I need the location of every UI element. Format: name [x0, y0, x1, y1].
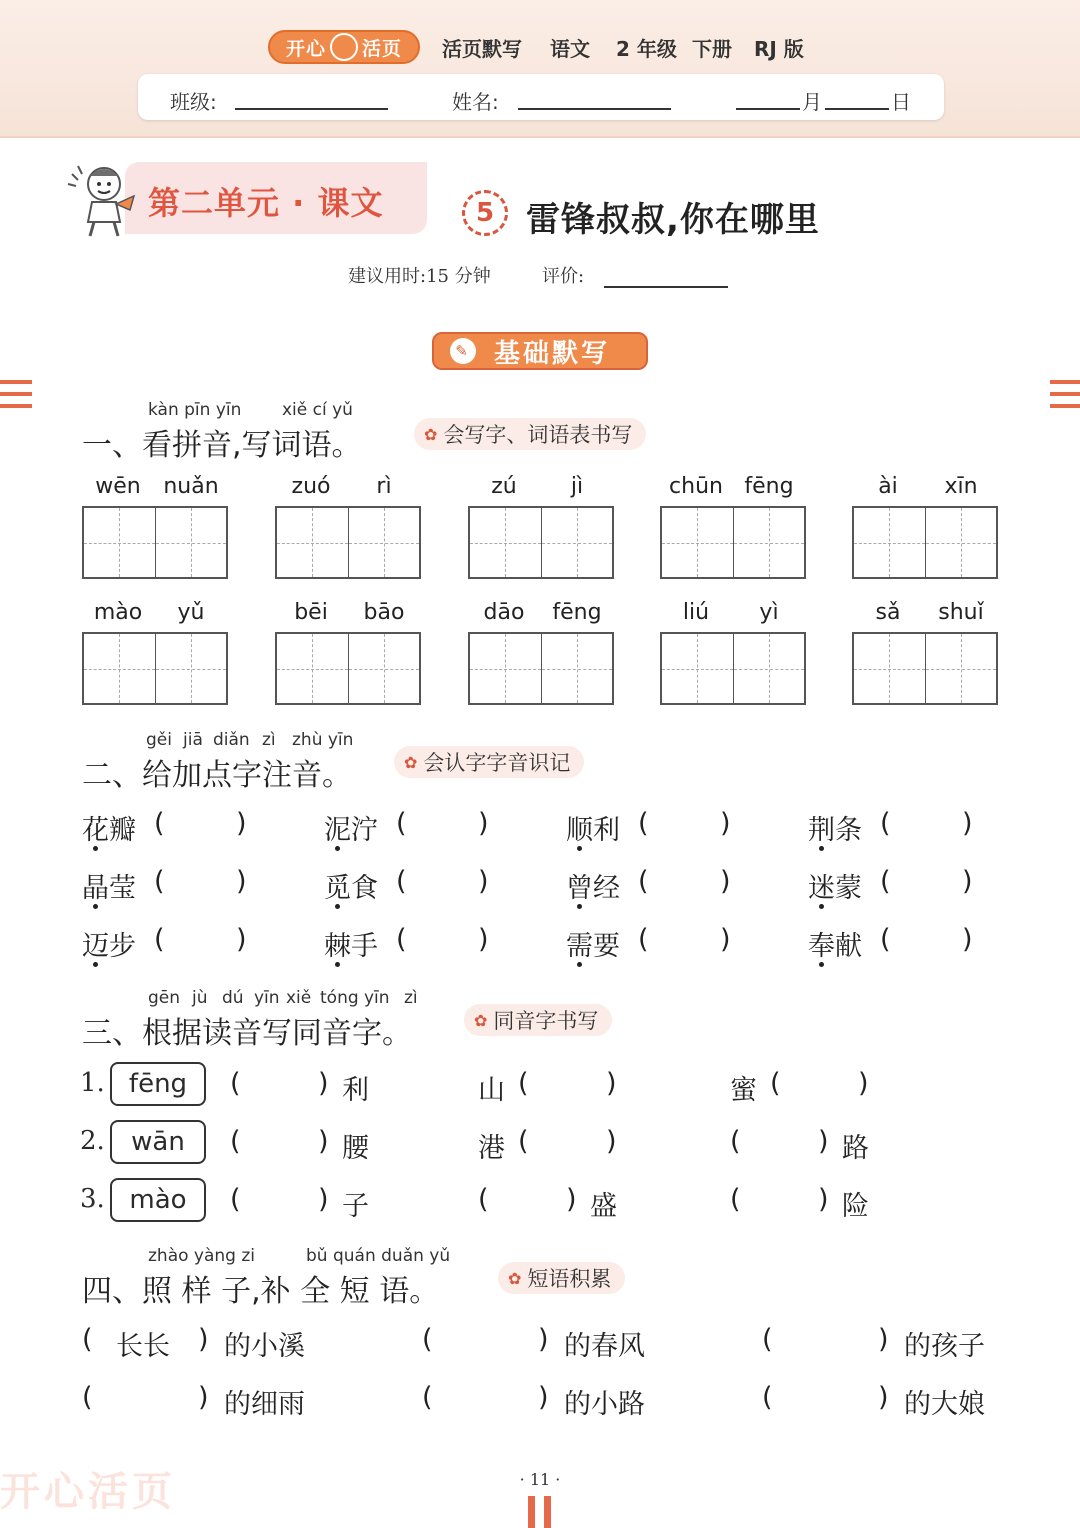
grid-cell[interactable] [734, 508, 805, 577]
answer-blank[interactable] [538, 1068, 598, 1102]
q2-word: 棘手 [324, 931, 378, 962]
q1-pinyin: yǔ [177, 600, 205, 625]
paren-open: ( [518, 1068, 529, 1099]
month-field[interactable] [736, 86, 800, 110]
paren-open: ( [422, 1382, 433, 1413]
q3-pinyin-6: tóng [320, 988, 359, 1008]
paren-open: ( [770, 1068, 781, 1099]
paren-close: ) [878, 1324, 889, 1355]
q4-phrase: 的孩子 [904, 1331, 985, 1362]
q2-item [566, 924, 766, 964]
grid-cell[interactable] [156, 508, 227, 577]
day-field[interactable] [825, 86, 889, 110]
q3-char: 子 [342, 1191, 369, 1222]
flower-icon: ✿ [508, 1268, 522, 1288]
emphasis-dot [577, 846, 582, 851]
emphasis-dot [577, 904, 582, 909]
q4-phrase: 的小溪 [224, 1331, 305, 1362]
pen-icon: ✎ [450, 338, 476, 364]
emphasis-dot [93, 846, 98, 851]
q2-item [324, 866, 524, 906]
answer-blank[interactable] [538, 1126, 598, 1160]
paren-close: ) [818, 1126, 829, 1157]
side-mark-left [0, 380, 32, 414]
q1-pinyin: sǎ [875, 600, 901, 625]
q1-pinyin-1: kàn pīn yīn [148, 400, 242, 420]
q4-title: 四、照 样 子,补 全 短 语。 [82, 1274, 440, 1309]
answer-blank[interactable] [498, 1184, 558, 1218]
subject-label: 语文 [550, 37, 590, 61]
q2-item [82, 924, 282, 964]
class-label: 班级: [170, 90, 217, 114]
q2-word: 需要 [566, 931, 620, 962]
answer-blank[interactable] [898, 868, 958, 902]
paren-close: ) [198, 1382, 209, 1413]
paren-open: ( [396, 866, 407, 897]
name-field[interactable] [518, 86, 671, 110]
q2-item [324, 924, 524, 964]
emphasis-dot [335, 962, 340, 967]
q2-pinyin-1: gěi [146, 730, 172, 750]
grid-cell[interactable] [84, 508, 156, 577]
q1-pinyin: dāo [483, 600, 525, 625]
paren-open: ( [396, 924, 407, 955]
q1-pinyin: wēn [95, 474, 141, 499]
q2-item [808, 924, 1008, 964]
paren-open: ( [762, 1382, 773, 1413]
q2-pinyin-3: diǎn [213, 730, 250, 750]
paren-close: ) [198, 1324, 209, 1355]
paren-open: ( [730, 1184, 741, 1215]
answer-blank[interactable] [172, 926, 232, 960]
flower-icon: ✿ [424, 424, 438, 444]
paren-close: ) [962, 808, 973, 839]
volume-label: 下册 [692, 37, 732, 61]
grid-cell[interactable] [542, 508, 613, 577]
paren-close: ) [720, 924, 731, 955]
flower-icon: ✿ [404, 752, 418, 772]
emphasis-dot [819, 846, 824, 851]
paren-close: ) [236, 808, 247, 839]
q1-title: 一、看拼音,写词语。 [82, 428, 362, 463]
answer-blank[interactable] [796, 1382, 874, 1418]
grid-cell[interactable] [277, 634, 349, 703]
paren-open: ( [730, 1126, 741, 1157]
q4-pinyin-1: zhào yàng zi [148, 1246, 256, 1266]
q1-pinyin: zú [491, 474, 517, 499]
example-answer: 长长 [116, 1331, 170, 1362]
emphasis-dot [819, 904, 824, 909]
answer-blank[interactable] [172, 868, 232, 902]
q1-pinyin: shuǐ [938, 600, 984, 625]
paren-open: ( [880, 866, 891, 897]
q1-writing-grid[interactable] [468, 506, 614, 579]
paren-close: ) [318, 1068, 329, 1099]
paren-open: ( [154, 866, 165, 897]
day-label: 日 [891, 90, 911, 114]
section-tag: ✎ 基础默写 [432, 332, 648, 370]
q1-pinyin: rì [376, 474, 392, 499]
q2-item [566, 808, 766, 848]
brand-logo: 开心 活页 [268, 30, 420, 64]
q2-word: 曾经 [566, 873, 620, 904]
q1-writing-grid[interactable] [82, 506, 228, 579]
paren-close: ) [478, 924, 489, 955]
lesson-title: 雷锋叔叔,你在哪里 [526, 200, 820, 240]
paren-open: ( [518, 1126, 529, 1157]
paren-close: ) [606, 1068, 617, 1099]
answer-blank[interactable] [116, 1382, 194, 1418]
q3-char: 蜜 [730, 1075, 757, 1106]
paren-close: ) [878, 1382, 889, 1413]
paren-close: ) [318, 1126, 329, 1157]
q3-pinyin-5: xiě [286, 988, 312, 1008]
q1-writing-grid[interactable] [275, 506, 421, 579]
grid-cell[interactable] [854, 634, 926, 703]
answer-blank[interactable] [414, 868, 474, 902]
answer-blank[interactable] [250, 1068, 310, 1102]
q2-word: 顺利 [566, 815, 620, 846]
q1-pinyin: ài [878, 474, 898, 499]
grid-cell[interactable] [854, 508, 926, 577]
answer-blank[interactable] [250, 1126, 310, 1160]
paren-close: ) [236, 924, 247, 955]
grid-cell[interactable] [926, 508, 997, 577]
q3-char: 盛 [590, 1191, 617, 1222]
q4-item [82, 1324, 322, 1364]
q4-item [422, 1382, 662, 1422]
q4-phrase: 的春风 [564, 1331, 645, 1362]
class-field[interactable] [235, 86, 388, 110]
paren-open: ( [82, 1382, 93, 1413]
answer-blank[interactable] [172, 810, 232, 844]
answer-blank[interactable] [250, 1184, 310, 1218]
q4-phrase: 的细雨 [224, 1389, 305, 1420]
answer-blank[interactable] [456, 1324, 534, 1360]
bottom-bars [524, 1496, 556, 1528]
q2-item [808, 866, 1008, 906]
q1-pinyin: yì [759, 600, 779, 625]
answer-blank[interactable] [414, 926, 474, 960]
q3-slot [230, 1126, 410, 1164]
q2-tip: ✿ 会认字字音识记 [394, 746, 584, 778]
q2-word: 觅食 [324, 873, 378, 904]
q1-pinyin: fēng [744, 474, 794, 499]
answer-blank[interactable] [796, 1324, 874, 1360]
grid-cell[interactable] [542, 634, 613, 703]
unit-title: 第二单元 · 课文 [148, 184, 384, 222]
series-label: 活页默写 [442, 37, 522, 61]
grid-cell[interactable] [470, 508, 542, 577]
grid-cell[interactable] [662, 634, 734, 703]
name-label: 姓名: [452, 90, 499, 114]
q4-item [762, 1382, 1002, 1422]
q1-pinyin-2: xiě cí yǔ [282, 400, 353, 420]
q3-tip: ✿ 同音字书写 [464, 1004, 612, 1036]
answer-blank[interactable] [750, 1126, 810, 1160]
q3-slot [478, 1184, 658, 1222]
q2-title: 二、给加点字注音。 [82, 758, 352, 793]
q3-number: 3. [80, 1184, 105, 1214]
page-number: · 11 · [519, 1470, 561, 1489]
q1-pinyin: liú [682, 600, 710, 625]
q3-slot [730, 1126, 910, 1164]
paren-close: ) [858, 1068, 869, 1099]
q3-slot [730, 1184, 910, 1222]
q1-writing-grid[interactable] [660, 632, 806, 705]
answer-blank[interactable] [750, 1184, 810, 1218]
q3-slot [230, 1068, 410, 1106]
paren-close: ) [538, 1382, 549, 1413]
q1-writing-grid[interactable] [82, 632, 228, 705]
paren-close: ) [318, 1184, 329, 1215]
q2-item [808, 808, 1008, 848]
paren-open: ( [880, 924, 891, 955]
q2-word: 迷蒙 [808, 873, 862, 904]
q2-pinyin-5: zhù yīn [292, 730, 354, 750]
q3-char: 利 [342, 1075, 369, 1106]
flower-icon: ✿ [474, 1010, 488, 1030]
q4-item [422, 1324, 662, 1364]
paren-open: ( [230, 1126, 241, 1157]
grid-cell[interactable] [156, 634, 227, 703]
q3-char: 险 [842, 1191, 869, 1222]
q4-tip: ✿ 短语积累 [498, 1262, 625, 1294]
q1-writing-grid[interactable] [468, 632, 614, 705]
q2-item [324, 808, 524, 848]
q3-pinyin-box: wān [110, 1120, 206, 1164]
emphasis-dot [93, 904, 98, 909]
q3-pinyin-3: dú [222, 988, 244, 1008]
q2-word: 迈步 [82, 931, 136, 962]
answer-blank[interactable] [414, 810, 474, 844]
answer-blank[interactable] [656, 926, 716, 960]
paren-close: ) [720, 808, 731, 839]
answer-blank[interactable] [656, 868, 716, 902]
grid-cell[interactable] [349, 508, 420, 577]
mascot-icon [64, 160, 144, 240]
q4-phrase: 的大娘 [904, 1389, 985, 1420]
emphasis-dot [577, 962, 582, 967]
q1-writing-grid[interactable] [275, 632, 421, 705]
q1-pinyin: nuǎn [163, 474, 219, 499]
eval-label: 评价: [542, 266, 585, 287]
paren-close: ) [236, 866, 247, 897]
q3-char: 港 [478, 1133, 505, 1164]
q4-phrase: 的小路 [564, 1389, 645, 1420]
q3-title: 三、根据读音写同音字。 [82, 1016, 412, 1051]
paren-close: ) [566, 1184, 577, 1215]
paren-open: ( [762, 1324, 773, 1355]
paren-open: ( [230, 1068, 241, 1099]
q3-char: 路 [842, 1133, 869, 1164]
edition-label: RJ 版 [754, 37, 804, 61]
paren-open: ( [154, 808, 165, 839]
answer-blank[interactable] [456, 1382, 534, 1418]
q3-pinyin-8: zì [404, 988, 418, 1008]
paren-close: ) [962, 924, 973, 955]
q3-pinyin-box: mào [110, 1178, 206, 1222]
q4-pinyin-2: bǔ quán duǎn yǔ [306, 1246, 451, 1266]
paren-open: ( [638, 808, 649, 839]
q1-tip: ✿ 会写字、词语表书写 [414, 418, 646, 450]
q1-writing-grid[interactable] [660, 506, 806, 579]
paren-open: ( [638, 866, 649, 897]
q3-slot [230, 1184, 410, 1222]
q1-writing-grid[interactable] [852, 506, 998, 579]
q2-word: 晶莹 [82, 873, 136, 904]
paren-open: ( [396, 808, 407, 839]
emphasis-dot [819, 962, 824, 967]
answer-blank[interactable] [656, 810, 716, 844]
lesson-number-badge: 5 [462, 190, 508, 236]
q2-word: 花瓣 [82, 815, 136, 846]
paren-open: ( [230, 1184, 241, 1215]
paren-close: ) [478, 866, 489, 897]
grid-cell[interactable] [926, 634, 997, 703]
q3-slot [478, 1126, 658, 1164]
grid-cell[interactable] [349, 634, 420, 703]
q4-item [762, 1324, 1002, 1364]
q4-item [82, 1382, 322, 1422]
q3-number: 2. [80, 1126, 105, 1156]
q1-pinyin: bāo [363, 600, 405, 625]
q3-pinyin-box: fēng [110, 1062, 206, 1106]
paren-open: ( [880, 808, 891, 839]
emphasis-dot [93, 962, 98, 967]
q3-pinyin-2: jù [192, 988, 208, 1008]
q1-pinyin: mào [93, 600, 143, 625]
q2-item [82, 866, 282, 906]
grid-cell[interactable] [662, 508, 734, 577]
time-suggestion: 建议用时:15 分钟 [348, 266, 491, 287]
paren-close: ) [538, 1324, 549, 1355]
answer-blank[interactable] [898, 810, 958, 844]
grid-cell[interactable] [470, 634, 542, 703]
q3-slot [730, 1068, 910, 1106]
grade-label: 2 年级 [616, 37, 677, 61]
q1-pinyin: xīn [944, 474, 978, 499]
month-label: 月 [802, 90, 822, 114]
paren-close: ) [818, 1184, 829, 1215]
eval-field[interactable] [604, 264, 728, 288]
paren-open: ( [422, 1324, 433, 1355]
q1-writing-grid[interactable] [852, 632, 998, 705]
paren-open: ( [638, 924, 649, 955]
q3-number: 1. [80, 1068, 105, 1098]
q3-pinyin-7: yīn [364, 988, 390, 1008]
paren-close: ) [606, 1126, 617, 1157]
q1-pinyin: bēi [294, 600, 328, 625]
grid-cell[interactable] [84, 634, 156, 703]
q2-pinyin-2: jiā [183, 730, 203, 750]
paren-close: ) [478, 808, 489, 839]
q2-item [82, 808, 282, 848]
grid-cell[interactable] [734, 634, 805, 703]
answer-blank[interactable] [898, 926, 958, 960]
q2-word: 荆条 [808, 815, 862, 846]
paren-open: ( [82, 1324, 93, 1355]
q1-pinyin: zuó [291, 474, 331, 499]
q3-slot [478, 1068, 658, 1106]
q2-word: 奉献 [808, 931, 862, 962]
paren-open: ( [478, 1184, 489, 1215]
q3-char: 腰 [342, 1133, 369, 1164]
q2-word: 泥泞 [324, 815, 378, 846]
q2-item [566, 866, 766, 906]
answer-blank[interactable] [790, 1068, 850, 1102]
q3-pinyin-4: yīn [254, 988, 280, 1008]
q3-pinyin-1: gēn [148, 988, 181, 1008]
q1-pinyin: fēng [552, 600, 602, 625]
q2-pinyin-4: zì [262, 730, 276, 750]
q3-char: 山 [478, 1075, 505, 1106]
grid-cell[interactable] [277, 508, 349, 577]
footer-logo: 开心活页 [0, 1469, 176, 1515]
q1-pinyin: jì [570, 474, 584, 499]
q1-pinyin: chūn [669, 474, 723, 499]
emphasis-dot [335, 904, 340, 909]
paren-open: ( [154, 924, 165, 955]
side-mark-right [1050, 380, 1080, 414]
paren-close: ) [962, 866, 973, 897]
paren-close: ) [720, 866, 731, 897]
emphasis-dot [335, 846, 340, 851]
